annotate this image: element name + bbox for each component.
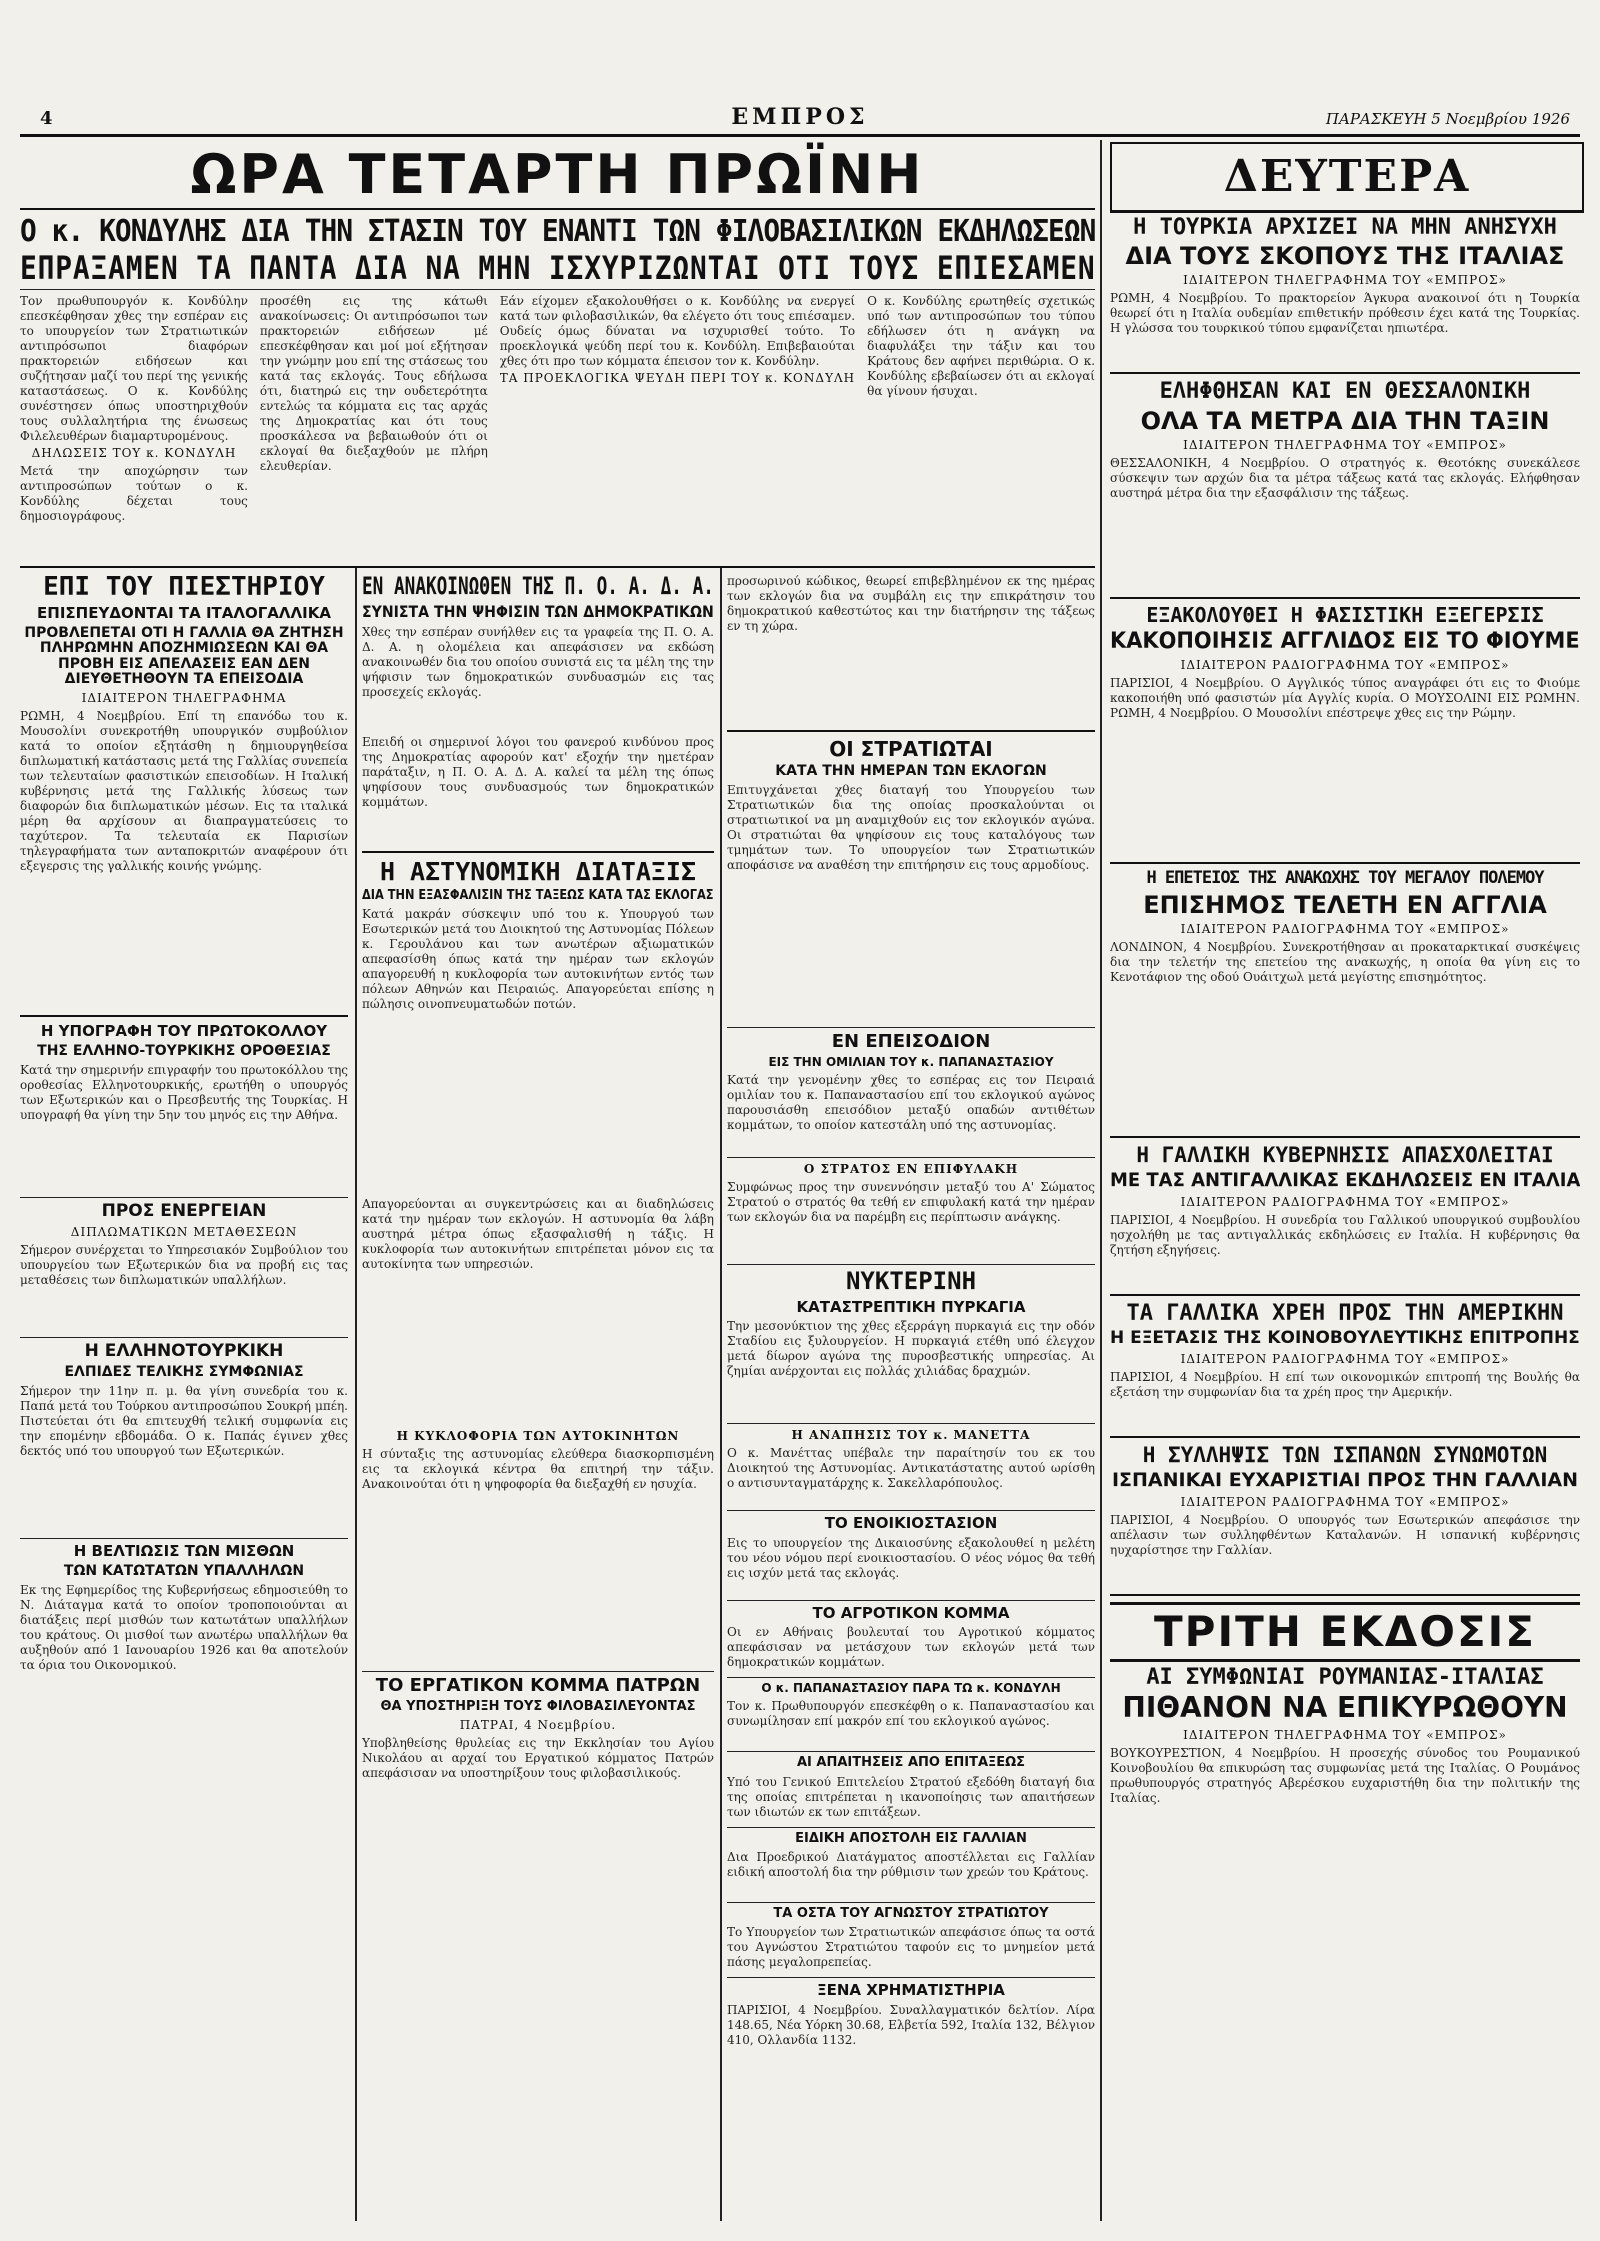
- kondylis-col-1: Τον πρωθυπουργόν κ. Κονδύλην επεσκέφθησαν χθες την εσπέραν εις το υπουργείον των Στρατιωτικών αντιπρόσωποι διαφόρων πρακτορειών ειδήσεων και συζήτησαν μαζί του περί της γενικής καταστάσεως. Ο κ. Κονδύλης συνέστησεν όπως υποστηριχθούν τους συλλαλητήρια της ένωσεως Φιλελευθέρων διαμαρτυρομένους.: [20, 294, 248, 444]
- france-agency: ΙΔΙΑΙΤΕΡΟΝ ΡΑΔΙΟΓΡΑΦΗΜΑ ΤΟΥ «ΕΜΠΡΟΣ»: [1180, 1195, 1510, 1210]
- debts-headline-1: ΤΑ ΓΑΛΛΙΚΑ ΧΡΕΗ ΠΡΟΣ ΤΗΝ ΑΜΕΡΙΚΗΝ: [1126, 1302, 1564, 1326]
- paper-name: ΕΜΠΡΟΣ: [731, 104, 869, 130]
- debts-agency: ΙΔΙΑΙΤΕΡΟΝ ΡΑΔΙΟΓΡΑΦΗΜΑ ΤΟΥ «ΕΜΠΡΟΣ»: [1180, 1352, 1510, 1367]
- mission-headline: ΕΙΔΙΚΗ ΑΠΟΣΤΟΛΗ ΕΙΣ ΓΑΛΛΙΑΝ: [795, 1831, 1027, 1846]
- fiume-text: ΠΑΡΙΣΙΟΙ, 4 Νοεμβρίου. Ο Αγγλικός τύπος αναγράφει ότι εις το Φιούμε κακοποιήθη υπό φασιστών μία Αγγλίς κυρία. Ο ΜΟΥΣΟΛΙΝΙ ΕΙΣ ΡΩΜΗΝ. ΡΩΜΗ, 4 Νοεμβρίου. Ο Μουσολίνι επέστρεψε χθες εις την Ρώμην.: [1110, 676, 1580, 721]
- column-separator: [355, 568, 357, 2221]
- kondylis-col-2: προσέθη εις της κάτωθι ανακοίνωσεις: Οι αντιπρόσωποι των πρακτορειών ειδήσεων μέ επεσκέφθησαν και μοί μοί εξήτησαν την γνώμην μου επί της στάσεως του κατά τας εκλογάς. Τους εδήλωσα ότι, διατηρώ εις την ουδετερότητα εντελώς τα κόμματα εις τας αρχάς της Δημοκρατίας και ότι τους προσκάλεσα να βεβαιωθούν ότι οι εκλογαί θα διεξαχθούν με πλήρη ελευθερίαν.: [259, 294, 488, 474]
- court-subhead-1: ΕΠΙΣΠΕΥΔΟΝΤΑΙ ΤΑ ΙΤΑΛΟΓΑΛΛΙΚΑ: [37, 605, 331, 622]
- trade-headline: Η ΕΛΛΗΝΟΤΟΥΡΚΙΚΗ: [84, 1341, 284, 1361]
- agrarian-text: Οι εν Αθήναις βουλευταί του Αγροτικού κόμματος απεφάσισαν να μετάσχουν των εκλογών μετά των δημοκρατικών κομμάτων.: [727, 1625, 1095, 1670]
- spain-text: ΠΑΡΙΣΙΟΙ, 4 Νοεμβρίου. Ο υπουργός των Εσωτερικών απεφάσισε την απέλασιν των συλληφθέντων Καταλανών. Η ισπανική κυβέρνησις ηυχαρίστησε την Γαλλίαν.: [1110, 1513, 1580, 1558]
- police-text-3: Η σύνταξις της αστυνομίας ελεύθερα διασκορπισμένη εις τα εκλογικά κέντρα θα επιτηρή την τάξιν. Ανακοινούται ότι η ψηφοφορία θα διεξαχθή εν ησυχία.: [362, 1447, 714, 1492]
- second-edition-column: [1110, 216, 1580, 2216]
- protocol-text: Κατά την σημερινήν επιγραφήν του πρωτοκόλλου της οροθεσίας Ελληνοτουρκικής, ερωτήθη ο υπουργός των Εξωτερικών και ο Πρεσβευτής της Τουρκίας. Η υπογραφή θα γίνη την 5ην του μηνός εις την Αθήνα.: [20, 1063, 348, 1123]
- poada-text-2: Επειδή οι σημερινοί λόγοι του φανερού κινδύνου προς της Δημοκρατίας αφορούν κατ' εξοχήν την ημετέραν παράταξιν, η Π. Ο. Α. Δ. Α. καλεί τα μέλη της όπως ψηφίσουν τους συνδυασμούς των δημοκρατικών κομμάτων.: [362, 734, 714, 809]
- kondylis-headline-1: Ο κ. ΚΟΝΔΥΛΗΣ ΔΙΑ ΤΗΝ ΣΤΑΣΙΝ ΤΟΥ ΕΝΑΝΤΙ ΤΩΝ ΦΙΛΟΒΑΣΙΛΙΚΩΝ ΕΚΔΗΛΩΣΕΩΝ: [20, 216, 1095, 248]
- army-subhead: Ο ΣΤΡΑΤΟΣ ΕΝ ΕΠΙΦΥΛΑΚΗ: [803, 1162, 1019, 1177]
- traffic-subhead: Η ΚΥΚΛΟΦΟΡΙΑ ΤΩΝ ΑΥΤΟΚΙΝΗΤΩΝ: [396, 1429, 680, 1444]
- demands-text: Υπό του Γενικού Επιτελείου Στρατού εξεδόθη διαταγή δια της οποίας επιτρέπεται η ικανοποίησις των απαιτήσεων των ιδιωτών εκ των επιτάξεων.: [727, 1774, 1095, 1819]
- poada-subhead: ΣΥΝΙΣΤΑ ΤΗΝ ΨΗΦΙΣΙΝ ΤΩΝ ΔΗΜΟΚΡΑΤΙΚΩΝ: [362, 603, 714, 621]
- court-text: ΡΩΜΗ, 4 Νοεμβρίου. Επί τη επανόδω του κ. Μουσολίνι συνεκροτήθη υπουργικόν συμβούλιον κατά το οποίον εξητάσθη η δημιουργηθείσα διπλωματική κατάστασις μετά της Γαλλίας συνεπεία των τελευταίων φασιστικών επεισοδίων. Η Ιταλική κυβέρνησις μετά της Γαλλικής λύσεως των διαφορών δια διπλωματικών μέσων. Εις τα ιταλικά μέρη θα αρχίσουν αι διαπραγματεύσεις το ταχύτερον. Τα τελευταία εκ Παρισίων τηλεγραφήματα των ανταποκριτών αναφέρουν ότι εξεγερσις της γαλλικής κοινής γνώμης.: [20, 709, 348, 874]
- masthead: [20, 104, 1580, 137]
- romania-text: ΒΟΥΚΟΥΡΕΣΤΙΟΝ, 4 Νοεμβρίου. Η προσεχής σύνοδος του Ρουμανικού Κοινοβουλίου θα επικυρώση τας συμφωνίας μετά της Ιταλίας. Ο Ρουμάνος πρωθυπουργός στρατηγός Αβερέσκου ευχαριστήθη δια την πολιτικήν της Ιταλίας.: [1110, 1746, 1580, 1806]
- thessaloniki-text: ΘΕΣΣΑΛΟΝΙΚΗ, 4 Νοεμβρίου. Ο στρατηγός κ. Θεοτόκης συνεκάλεσε σύσκεψιν των αρχών δια τα μέτρα τάξεως κατά τας εκλογάς. Ελήφθησαν αυστηρά μέτρα δια την εξασφάλισιν της τάξεως.: [1110, 455, 1580, 500]
- spain-agency: ΙΔΙΑΙΤΕΡΟΝ ΡΑΔΙΟΓΡΑΦΗΜΑ ΤΟΥ «ΕΜΠΡΟΣ»: [1180, 1495, 1510, 1510]
- fire-subhead: ΚΑΤΑΣΤΡΕΠΤΙΚΗ ΠΥΡΚΑΓΙΑ: [796, 1298, 1026, 1316]
- rent-headline: ΤΟ ΕΝΟΙΚΙΟΣΤΑΣΙΟΝ: [824, 1515, 998, 1532]
- kondylis-subhead-lies: ΤΑ ΠΡΟΕΚΛΟΓΙΚΑ ΨΕΥΔΗ ΠΕΡΙ ΤΟΥ κ. ΚΟΝΔΥΛΗ: [499, 371, 856, 386]
- fiume-agency: ΙΔΙΑΙΤΕΡΟΝ ΡΑΔΙΟΓΡΑΦΗΜΑ ΤΟΥ «ΕΜΠΡΟΣ»: [1180, 658, 1510, 673]
- france-headline-1: Η ΓΑΛΛΙΚΗ ΚΥΒΕΡΝΗΣΙΣ ΑΠΑΣΧΟΛΕΙΤΑΙ: [1136, 1144, 1554, 1167]
- poada-text-1: Χθες την εσπέραν συνήλθεν εις τα γραφεία της Π. Ο. Α. Δ. Α. η ολομέλεια και απεφάσισεν να εκδώση ανακοινωθέν δια του οποίου συνιστά εις τα μέλη της την ψήφισιν των δημοκρατικών συνδυασμών εις τας προσεχείς εκλογάς.: [362, 624, 714, 699]
- turkey-text: ΡΩΜΗ, 4 Νοεμβρίου. Το πρακτορείον Άγκυρα ανακοινοί ότι η Τουρκία θεωρεί ότι η Ιταλία ουδεμίαν επιθετικήν πρόθεσιν έχει κατά της Τουρκίας. Η γλώσσα του τουρκικού τύπου εμφανίζεται ηπιωτέρα.: [1110, 291, 1580, 336]
- demands-headline: ΑΙ ΑΠΑΙΤΗΣΕΙΣ ΑΠΟ ΕΠΙΤΑΞΕΩΣ: [796, 1756, 1026, 1771]
- papanast-text: Τον κ. Πρωθυπουργόν επεσκέφθη ο κ. Παπαναστασίου και συνωμίλησαν επί μακρόν επί του εκλογικού αγώνος.: [727, 1699, 1095, 1729]
- kondylis-col-3: Εάν είχομεν εξακολουθήσει ο κ. Κονδύλης να ενεργεί κατά των φιλοβασιλικών, θα ελέγετο ότι τους επιέσαμεν. Ουδείς όμως δύναται να ισχυρισθεί τούτο. Το προεκλογικά ψεύδη περί του κ. Κονδύλη. Επιβεβαιούται χθες ότι προ των κόμματα έπεισον τον κ. Κονδύλην.: [499, 294, 856, 369]
- salaries-text: Εκ της Εφημερίδος της Κυβερνήσεως εδημοσιεύθη το Ν. Διάταγμα κατά το οποίον τροποποιούνται αι διατάξεις περί μισθών των κατωτάτων υπαλλήλων του κράτους. Οι μισθοί των ανωτέρω υπαλλήλων θα αυξηθούν από 1 Ιανουαρίου 1926 και θα αποτελούν τα όρια του Οικονομικού.: [20, 1582, 348, 1672]
- kondylis-subhead-statements: ΔΗΛΩΣΕΙΣ ΤΟΥ κ. ΚΟΝΔΥΛΗ: [31, 446, 237, 461]
- thessaloniki-agency: ΙΔΙΑΙΤΕΡΟΝ ΤΗΛΕΓΡΑΦΗΜΑ ΤΟΥ «ΕΜΠΡΟΣ»: [1183, 437, 1507, 452]
- debts-headline-2: Η ΕΞΕΤΑΣΙΣ ΤΗΣ ΚΟΙΝΟΒΟΥΛΕΥΤΙΚΗΣ ΕΠΙΤΡΟΠΗΣ: [1110, 1329, 1580, 1349]
- romania-headline-2: ΠΙΘΑΝΟΝ ΝΑ ΕΠΙΚΥΡΩΘΟΥΝ: [1122, 1693, 1568, 1725]
- workers-headline: ΤΟ ΕΡΓΑΤΙΚΟΝ ΚΟΜΜΑ ΠΑΤΡΩΝ: [375, 1676, 701, 1697]
- kondylis-article: [20, 216, 1095, 566]
- mission-text: Δια Προεδρικού Διατάγματος αποστέλλεται εις Γαλλίαν ειδική αποστολή δια την ρύθμισιν των χρεών του Κράτους.: [727, 1849, 1095, 1879]
- kondylis-col-4: Ο κ. Κονδύλης ερωτηθείς σχετικώς υπό των αντιπροσώπων του τύπου εδήλωσεν ότι η ανάγκη να διαφυλάξει την τάξιν και του Κράτους δεν αφήνει περιθώρια. Ο κ. Κονδύλης εβεβαίωσεν ότι αι εκλογαί θα γίνουν ήσυχαι.: [867, 294, 1095, 399]
- rent-text: Εις το υπουργείον της Δικαιοσύνης εξακολουθεί η μελέτη του νέου νόμου περί ενοικιοστασίου. Ο νέος νόμος θα τεθή εις ισχύν μετά τας εκλογάς.: [727, 1535, 1095, 1580]
- court-headline: ΕΠΙ ΤΟΥ ΠΙΕΣΤΗΡΙΟΥ: [43, 574, 325, 602]
- kondylis-headline-2: ΕΠΡΑΞΑΜΕΝ ΤΑ ΠΑΝΤΑ ΔΙΑ ΝΑ ΜΗΝ ΙΣΧΥΡΙΖΩΝΤΑΙ ΟΤΙ ΤΟΥΣ ΕΠΙΕΣΑΜΕΝ: [20, 251, 1095, 286]
- police-headline: Η ΑΣΤΥΝΟΜΙΚΗ ΔΙΑΤΑΞΙΣ: [379, 858, 697, 886]
- spain-headline-1: Η ΣΥΛΛΗΨΙΣ ΤΩΝ ΙΣΠΑΝΩΝ ΣΥΝΩΜΟΤΩΝ: [1142, 1444, 1548, 1467]
- police-text-1: Κατά μακράν σύσκεψιν υπό του κ. Υπουργού των Εσωτερικών μετά του Διοικητού της Αστυνομίας Πόλεων κ. Γερουλάνου και των ανωτέρων αξιωματικών απεφασίσθη όπως κατά την ημέραν των εκλογών απαγορευθή η κυκλοφορία των αυτοκινήτων εντός των πόλεων Αθηνών και Πειραιώς. Απαγορεύεται επίσης η πώλησις οινοπνευματωδών ποτών.: [362, 907, 714, 1012]
- third-column: [727, 574, 1095, 2214]
- workers-subhead: ΘΑ ΥΠΟΣΤΗΡΙΞΗ ΤΟΥΣ ΦΙΛΟΒΑΣΙΛΕΥΟΝΤΑΣ: [380, 1700, 696, 1715]
- turkey-agency: ΙΔΙΑΙΤΕΡΟΝ ΤΗΛΕΓΡΑΦΗΜΑ ΤΟΥ «ΕΜΠΡΟΣ»: [1183, 273, 1507, 288]
- police-text-2: Απαγορεύονται αι συγκεντρώσεις και αι διαδηλώσεις κατά την ημέραν των εκλογών. Η αστυνομία θα λάβη αυστηρά μέτρα όπως εξασφαλισθή η τάξις. Η κυκλοφορία των αυτοκινήτων επιτρέπεται μόνον εις τα αυτοκίνητα των υπηρεσιών.: [362, 1197, 714, 1272]
- page-number: 4: [40, 108, 53, 129]
- romania-headline-1: ΑΙ ΣΥΜΦΩΝΙΑΙ ΡΟΥΜΑΝΙΑΣ-ΙΤΑΛΙΑΣ: [1146, 1666, 1544, 1690]
- banner-morning-edition: ΩΡΑ ΤΕΤΑΡΤΗ ΠΡΩΪΝΗ: [20, 142, 1095, 210]
- column-separator: [720, 568, 722, 2221]
- papanast-headline: Ο κ. ΠΑΠΑΝΑΣΤΑΣΙΟΥ ΠΑΡΑ ΤΩ κ. ΚΟΝΔΥΛΗ: [761, 1682, 1061, 1696]
- salaries-subhead: ΤΩΝ ΚΑΤΩΤΑΤΩΝ ΥΠΑΛΛΗΛΩΝ: [63, 1563, 305, 1579]
- thessaloniki-headline-2: ΟΛΑ ΤΑ ΜΕΤΡΑ ΔΙΑ ΤΗΝ ΤΑΞΙΝ: [1140, 407, 1550, 434]
- issue-date: ΠΑΡΑΣΚΕΥΗ 5 Νοεμβρίου 1926: [1325, 110, 1570, 128]
- fiume-headline-1: ΕΞΑΚΟΛΟΥΘΕΙ Η ΦΑΣΙΣΤΙΚΗ ΕΞΕΓΕΡΣΙΣ: [1146, 604, 1544, 626]
- armistice-text: ΛΟΝΔΙΝΟΝ, 4 Νοεμβρίου. Συνεκροτήθησαν αι προκαταρκτικαί συσκέψεις δια την τελετήν της επετείου της ανακωχής, η οποία θα γίνη εις το Κενοτάφιον της οδού Ουάιτχωλ μετά μεγίστης επισημότητος.: [1110, 940, 1580, 985]
- unknown-soldier-text: Το Υπουργείον των Στρατιωτικών απεφάσισε όπως τα οστά του Αγνώστου Στρατιώτου ταφούν εις το μνημείον μετά πάσης μεγαλοπρεπείας.: [727, 1925, 1095, 1970]
- police-subhead: ΔΙΑ ΤΗΝ ΕΞΑΣΦΑΛΙΣΙΝ ΤΗΣ ΤΑΞΕΩΣ ΚΑΤΑ ΤΑΣ ΕΚΛΟΓΑΣ: [362, 889, 714, 904]
- spain-headline-2: ΙΣΠΑΝΙΚΑΙ ΕΥΧΑΡΙΣΤΙΑΙ ΠΡΟΣ ΤΗΝ ΓΑΛΛΙΑΝ: [1111, 1470, 1579, 1492]
- soldiers-subhead: ΚΑΤΑ ΤΗΝ ΗΜΕΡΑΝ ΤΩΝ ΕΚΛΟΓΩΝ: [775, 764, 1047, 779]
- diplomatic-subhead: ΔΙΠΛΩΜΑΤΙΚΩΝ ΜΕΤΑΘΕΣΕΩΝ: [70, 1224, 298, 1239]
- agrarian-headline: ΤΟ ΑΓΡΟΤΙΚΟΝ ΚΟΜΜΑ: [812, 1604, 1010, 1622]
- salaries-headline: Η ΒΕΛΤΙΩΣΙΣ ΤΩΝ ΜΙΣΘΩΝ: [73, 1543, 295, 1560]
- armistice-headline-2: ΕΠΙΣΗΜΟΣ ΤΕΛΕΤΗ ΕΝ ΑΓΓΛΙΑ: [1143, 892, 1547, 919]
- turkey-headline-2: ΔΙΑ ΤΟΥΣ ΣΚΟΠΟΥΣ ΤΗΣ ΙΤΑΛΙΑΣ: [1125, 243, 1565, 270]
- court-agency: ΙΔΙΑΙΤΕΡΟΝ ΤΗΛΕΓΡΑΦΗΜΑ: [81, 691, 287, 706]
- kondylis-col-1b: Μετά την αποχώρησιν των αντιπροσώπων τούτων ο κ. Κονδύλης δέχεται τους δημοσιογράφους.: [20, 464, 248, 524]
- fire-text: Την μεσονύκτιον της χθες εξερράγη πυρκαγιά εις την οδόν Σταδίου εις ξυλουργείον. Η πυρκαγιά ετέθη υπό έλεγχον μετά δίωρον αγώνα της πυροσβεστικής υπηρεσίας. Αι ζημίαι ανέρχονται εις πολλάς χιλιάδας δραχμών.: [727, 1319, 1095, 1379]
- column-separator: [1100, 140, 1102, 2221]
- thessaloniki-headline-1: ΕΛΗΦΘΗΣΑΝ ΚΑΙ ΕΝ ΘΕΣΣΑΛΟΝΙΚΗ: [1159, 380, 1531, 404]
- forex-headline: ΞΕΝΑ ΧΡΗΜΑΤΙΣΤΗΡΙΑ: [817, 1982, 1005, 1999]
- soldiers-text: Επιτυγχάνεται χθες διαταγή του Υπουργείου των Στρατιωτικών δια της οποίας προσκαλούνται οι στρατιωτικοί να μη αναμιχθούν εις τον εκλογικόν αγώνα. Οι στρατιώται θα ψηφίσουν εις τους καταλόγους των τμημάτων των. Το υπουργείον των Στρατιωτικών αποφάσισε να αναθέση την επιτήρησιν εις τους αρμοδίους.: [727, 783, 1095, 873]
- incident-text: Κατά την γενομένην χθες το εσπέρας εις τον Πειραιά ομιλίαν του κ. Παπαναστασίου επί του εκλογικού αγώνος παρουσιάσθη επεισόδιον μεταξύ οπαδών αντιθέτων κομμάτων, το οποίον κατεστάλη υπό της αστυνομίας.: [727, 1073, 1095, 1133]
- incident-headline: ΕΝ ΕΠΕΙΣΟΔΙΟΝ: [831, 1032, 991, 1053]
- unknown-soldier-headline: ΤΑ ΟΣΤΑ ΤΟΥ ΑΓΝΩΣΤΟΥ ΣΤΡΑΤΙΩΤΟΥ: [773, 1906, 1049, 1921]
- incident-subhead: ΕΙΣ ΤΗΝ ΟΜΙΛΙΑΝ ΤΟΥ κ. ΠΑΠΑΝΑΣΤΑΣΙΟΥ: [768, 1056, 1054, 1070]
- middle-column: [362, 574, 714, 2214]
- protocol-subhead: ΤΗΣ ΕΛΛΗΝΟ-ΤΟΥΡΚΙΚΗΣ ΟΡΟΘΕΣΙΑΣ: [37, 1043, 331, 1059]
- armistice-agency: ΙΔΙΑΙΤΕΡΟΝ ΡΑΔΙΟΓΡΑΦΗΜΑ ΤΟΥ «ΕΜΠΡΟΣ»: [1180, 922, 1510, 937]
- trade-text: Σήμερον την 11ην π. μ. θα γίνη συνεδρία του κ. Παπά μετά του Τούρκου αντιπροσώπου Σουκρή μπέη. Πιστεύεται ότι θα επιτευχθή τελική συμφωνία εις την επομένην εβδομάδα. Ο κ. Παπάς έγινεν χθες δεκτός υπό του υπουργού των Εξωτερικών.: [20, 1384, 348, 1459]
- fire-headline: ΝΥΚΤΕΡΙΝΗ: [845, 1269, 977, 1295]
- workers-text: Υποβληθείσης θρυλείας εις την Εκκλησίαν του Αγίου Νικολάου αι αρχαί του Εργατικού κόμματος Πατρών απεφάσισαν να υποστηρίξουν τους φιλοβασιλικούς.: [362, 1736, 714, 1781]
- maneta-text: Ο κ. Μανέττας υπέβαλε την παραίτησίν του εκ του Διοικητού της Αστυνομίας. Αντικατάστατης αυτού ωρίσθη ο αντισυνταγματάρχης κ. Σακελλαρόπουλος.: [727, 1446, 1095, 1491]
- diplomatic-text: Σήμερον συνέρχεται το Υπηρεσιακόν Συμβούλιον του υπουργείου των Εξωτερικών δια να προβή εις τας μεταθέσεις των διπλωματικών υπαλλήλων.: [20, 1242, 348, 1287]
- diplomatic-headline: ΠΡΟΣ ΕΝΕΡΓΕΙΑΝ: [101, 1202, 267, 1221]
- maneta-subhead: Η ΑΝΑΠΗΣΙΣ ΤΟΥ κ. ΜΑΝΕΤΤΑ: [791, 1428, 1031, 1443]
- forex-text: ΠΑΡΙΣΙΟΙ, 4 Νοεμβρίου. Συναλλαγματικόν δελτίον. Λίρα 148.65, Νέα Υόρκη 30.68, Ελβετία 592, Ιταλία 132, Βέλγιον 410, Ολλανδία 1132.: [727, 2002, 1095, 2047]
- trade-subhead: ΕΛΠΙΔΕΣ ΤΕΛΙΚΗΣ ΣΥΜΦΩΝΙΑΣ: [64, 1364, 304, 1380]
- army-text: Συμφώνως προς την συνεννόησιν μεταξύ του Α' Σώματος Στρατού ο στρατός θα τεθή εν επιφυλακή κατά την ημέραν των εκλογών δια να παρέμβη εις περίπτωσιν ανάγκης.: [727, 1180, 1095, 1225]
- left-column: [20, 574, 348, 2214]
- soldiers-headline: ΟΙ ΣΤΡΑΤΙΩΤΑΙ: [829, 738, 993, 760]
- protocol-headline: Η ΥΠΟΓΡΑΦΗ ΤΟΥ ΠΡΩΤΟΚΟΛΛΟΥ: [40, 1023, 328, 1040]
- poada-headline: ΕΝ ΑΝΑΚΟΙΝΩΘΕΝ ΤΗΣ Π. Ο. Α. Δ. Α.: [362, 574, 714, 600]
- third-edition-banner: ΤΡΙΤΗ ΕΚΔΟΣΙΣ: [1110, 1602, 1580, 1662]
- poada-text-3: προσωρινού κώδικος, θεωρεί επιβεβλημένον εκ της ημέρας των εκλογών δια να συμβάλη εις την επικράτησιν του δημοκρατικού καθεστώτος και την διατήρησιν της τάξεως εν τη χώρα.: [727, 574, 1095, 633]
- france-text: ΠΑΡΙΣΙΟΙ, 4 Νοεμβρίου. Η συνεδρία του Γαλλικού υπουργικού συμβουλίου ησχολήθη με τας αντιγαλλικάς εκδηλώσεις εν Ιταλία. Η κυβέρνησις θα ζητήση εξηγήσεις.: [1110, 1213, 1580, 1258]
- armistice-headline-1: Η ΕΠΕΤΕΙΟΣ ΤΗΣ ΑΝΑΚΩΧΗΣ ΤΟΥ ΜΕΓΑΛΟΥ ΠΟΛΕΜΟΥ: [1146, 870, 1544, 888]
- workers-dateline: ΠΑΤΡΑΙ, 4 Νοεμβρίου.: [459, 1718, 617, 1733]
- france-headline-2: ΜΕ ΤΑΣ ΑΝΤΙΓΑΛΛΙΚΑΣ ΕΚΔΗΛΩΣΕΙΣ ΕΝ ΙΤΑΛΙΑ: [1110, 1170, 1580, 1192]
- romania-agency: ΙΔΙΑΙΤΕΡΟΝ ΤΗΛΕΓΡΑΦΗΜΑ ΤΟΥ «ΕΜΠΡΟΣ»: [1183, 1728, 1507, 1743]
- turkey-headline-1: Η ΤΟΥΡΚΙΑ ΑΡΧΙΖΕΙ ΝΑ ΜΗΝ ΑΝΗΣΥΧΗ: [1133, 216, 1557, 240]
- fiume-headline-2: ΚΑΚΟΠΟΙΗΣΙΣ ΑΓΓΛΙΔΟΣ ΕΙΣ ΤΟ ΦΙΟΥΜΕ: [1110, 629, 1580, 654]
- debts-text: ΠΑΡΙΣΙΟΙ, 4 Νοεμβρίου. Η επί των οικονομικών επιτροπή της Βουλής θα εξετάση την συμφωνίαν δια τα χρέη προς την Αμερικήν.: [1110, 1370, 1580, 1400]
- court-subhead-2: ΠΡΟΒΛΕΠΕΤΑΙ ΟΤΙ Η ΓΑΛΛΙΑ ΘΑ ΖΗΤΗΣΗ ΠΛΗΡΩΜΗΝ ΑΠΟΖΗΜΙΩΣΕΩΝ ΚΑΙ ΘΑ ΠΡΟΒΗ ΕΙΣ ΑΠΕΛΑΣΕΙΣ ΕΑΝ ΔΕΝ ΔΙΕΥΘΕΤΗΘΟΥΝ ΤΑ ΕΠΕΙΣΟΔΙΑ: [24, 625, 344, 687]
- banner-second-edition: ΔΕΥΤΕΡΑ: [1110, 142, 1584, 213]
